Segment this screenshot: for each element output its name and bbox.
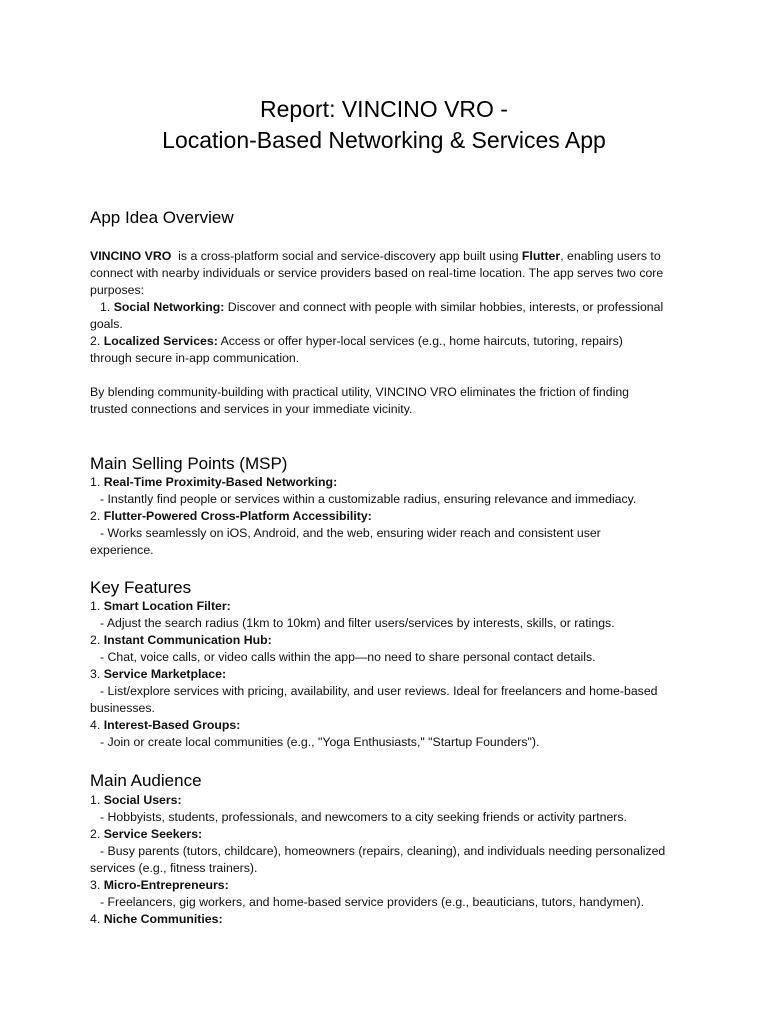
- item-description-cont: businesses.: [90, 701, 155, 715]
- audience-heading: Main Audience: [90, 771, 202, 790]
- item-label: Social Networking:: [113, 300, 225, 314]
- item-label: Instant Communication Hub:: [103, 633, 272, 647]
- list-item: [90, 717, 690, 734]
- list-item: [90, 508, 690, 525]
- overview-line-1: [90, 248, 690, 265]
- list-item: [90, 877, 690, 894]
- item-label: Localized Services:: [103, 334, 218, 348]
- item-description: - Freelancers, gig workers, and home-based service providers (e.g., beauticians, tutors, handymen).: [100, 895, 645, 909]
- list-number: 2.: [90, 334, 104, 348]
- audience-list: [90, 792, 690, 928]
- list-item: [90, 632, 690, 649]
- overview-paragraph: [90, 248, 690, 367]
- overview-item-1: [90, 299, 690, 316]
- item-description: - Works seamlessly on iOS, Android, and the web, ensuring wider reach and consistent user: [100, 526, 601, 540]
- list-item: [90, 792, 690, 809]
- list-item: [90, 911, 690, 928]
- list-number: 1.: [90, 475, 104, 489]
- overview-p2-line-2: trusted connections and services in your immediate vicinity.: [90, 402, 413, 416]
- list-number: 2.: [90, 827, 104, 841]
- item-label: Niche Communities:: [103, 912, 223, 926]
- item-label: Service Marketplace:: [103, 667, 227, 681]
- item-description: - Chat, voice calls, or video calls within the app—no need to share personal contact details.: [100, 650, 596, 664]
- list-number: 1.: [90, 793, 104, 807]
- overview-line-2: connect with nearby individuals or service providers based on real-time location. The app serves two core: [90, 266, 664, 280]
- list-number: 4.: [90, 912, 104, 926]
- list-number: 4.: [90, 718, 104, 732]
- overview-item-1-cont: goals.: [90, 317, 123, 331]
- list-item: [90, 666, 690, 683]
- item-label: Micro-Entrepreneurs:: [103, 878, 229, 892]
- overview-item-2-cont: through secure in-app communication.: [90, 351, 300, 365]
- report-title-line-1: Report: VINCINO VRO -: [260, 96, 508, 122]
- item-text: Discover and connect with people with similar hobbies, interests, or professional: [224, 300, 664, 314]
- item-label: Smart Location Filter:: [103, 599, 231, 613]
- item-description-cont: experience.: [90, 543, 154, 557]
- item-description: - List/explore services with pricing, availability, and user reviews. Ideal for freelancers and home-based: [100, 684, 658, 698]
- overview-p2-line-1: By blending community-building with practical utility, VINCINO VRO eliminates the friction of finding: [90, 385, 630, 399]
- features-list: [90, 598, 690, 751]
- overview-paragraph-2: [90, 384, 690, 418]
- item-label: Real-Time Proximity-Based Networking:: [103, 475, 338, 489]
- overview-item-2: [90, 333, 690, 350]
- flutter-term: Flutter: [521, 249, 561, 263]
- list-item: [90, 598, 690, 615]
- list-number: 2.: [90, 633, 104, 647]
- overview-text-2: , enabling users to: [560, 249, 661, 263]
- list-item: [90, 474, 690, 491]
- item-description: - Join or create local communities (e.g., "Yoga Enthusiasts," "Startup Founders").: [100, 735, 540, 749]
- list-number: 1.: [100, 300, 114, 314]
- item-description: - Instantly find people or services within a customizable radius, ensuring relevance and immediacy.: [100, 492, 637, 506]
- item-description: - Busy parents (tutors, childcare), homeowners (repairs, cleaning), and individuals needing personalized: [100, 844, 666, 858]
- features-heading: Key Features: [90, 578, 192, 597]
- msp-list: [90, 474, 690, 559]
- brand-name: VINCINO VRO: [90, 249, 172, 263]
- item-label: Social Users:: [103, 793, 182, 807]
- overview-text-1: is a cross-platform social and service-discovery app built using: [171, 249, 522, 263]
- item-label: Service Seekers:: [103, 827, 203, 841]
- item-label: Flutter-Powered Cross-Platform Accessibility:: [103, 509, 372, 523]
- list-number: 2.: [90, 509, 104, 523]
- item-description-cont: services (e.g., fitness trainers).: [90, 861, 258, 875]
- list-number: 1.: [90, 599, 104, 613]
- item-description: - Hobbyists, students, professionals, and newcomers to a city seeking friends or activity partners.: [100, 810, 627, 824]
- item-text: Access or offer hyper-local services (e.g., home haircuts, tutoring, repairs): [217, 334, 623, 348]
- item-label: Interest-Based Groups:: [103, 718, 241, 732]
- item-description: - Adjust the search radius (1km to 10km) and filter users/services by interests, skills, or ratings.: [100, 616, 615, 630]
- msp-heading: Main Selling Points (MSP): [90, 454, 288, 473]
- list-number: 3.: [90, 878, 104, 892]
- overview-heading: App Idea Overview: [90, 208, 234, 227]
- list-item: [90, 826, 690, 843]
- overview-line-3: purposes:: [90, 283, 145, 297]
- list-number: 3.: [90, 667, 104, 681]
- report-title-line-2: Location-Based Networking & Services App: [162, 127, 606, 153]
